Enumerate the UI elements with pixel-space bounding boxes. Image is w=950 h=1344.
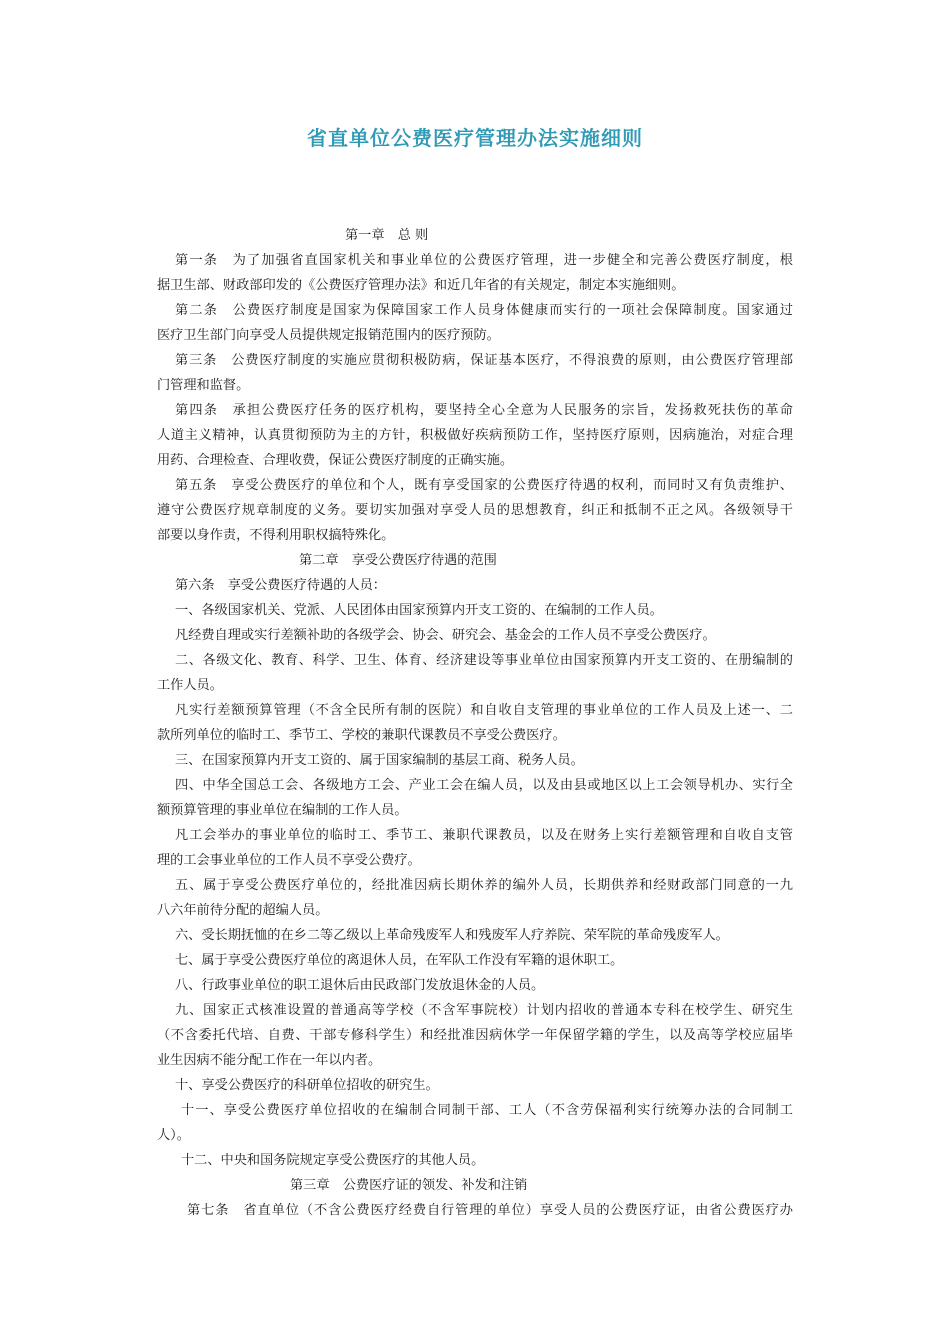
- text-line: 凡经费自理或实行差额补助的各级学会、协会、研究会、基金会的工作人员不享受公费医疗。: [175, 628, 716, 643]
- text-line: 第五条 享受公费医疗的单位和个人，既有享受国家的公费医疗待遇的权利，而同时又有负责维护、: [175, 478, 793, 493]
- text-line: 第二条 公费医疗制度是国家为保障国家工作人员身体健康而实行的一项社会保障制度。国家通过: [175, 303, 793, 318]
- text-line: 遵守公费医疗规章制度的义务。要切实加强对享受人员的思想教育，纠正和抵制不正之风。各级领导干: [157, 503, 793, 518]
- text-line: 凡工会举办的事业单位的临时工、季节工、兼职代课教员，以及在财务上实行差额管理和自收自支管: [175, 828, 793, 843]
- text-line: 部要以身作责，不得利用职权搞特殊化。: [157, 528, 395, 543]
- text-line: 十、享受公费医疗的科研单位招收的研究生。: [175, 1078, 439, 1093]
- text-line: 医疗卫生部门向享受人员提供规定报销范围内的医疗预防。: [157, 328, 500, 343]
- text-line: 凡实行差额预算管理（不含全民所有制的医院）和自收自支管理的事业单位的工作人员及上述一、二: [175, 703, 793, 718]
- text-line: 第三条 公费医疗制度的实施应贯彻积极防病，保证基本医疗，不得浪费的原则，由公费医疗管理部: [175, 353, 793, 368]
- text-line: 理的工会事业单位的工作人员不享受公费疗。: [157, 853, 421, 868]
- text-line: 门管理和监督。: [157, 378, 250, 393]
- text-line: 三、在国家预算内开支工资的、属于国家编制的基层工商、税务人员。: [175, 753, 584, 768]
- chapter-heading-3: 第三章 公费医疗证的领发、补发和注销: [290, 1178, 528, 1193]
- text-line: 第七条 省直单位（不含公费医疗经费自行管理的单位）享受人员的公费医疗证，由省公费医疗办: [187, 1203, 793, 1218]
- text-line: 六、受长期抚恤的在乡二等乙级以上革命残废军人和残废军人疗养院、荣军院的革命残废军人。: [175, 928, 729, 943]
- text-line: 九、国家正式核准设置的普通高等学校（不含军事院校）计划内招收的普通本专科在校学生、研究生: [175, 1003, 793, 1018]
- text-line: 第一条 为了加强省直国家机关和事业单位的公费医疗管理，进一步健全和完善公费医疗制度，根: [175, 253, 793, 268]
- text-line: 二、各级文化、教育、科学、卫生、体育、经济建设等事业单位由国家预算内开支工资的、在册编制的: [175, 653, 793, 668]
- text-line: 第四条 承担公费医疗任务的医疗机构，要坚持全心全意为人民服务的宗旨，发扬救死扶伤的革命: [175, 403, 793, 418]
- text-line: 十二、中央和国务院规定享受公费医疗的其他人员。: [181, 1153, 485, 1168]
- text-line: （不含委托代培、自费、干部专修科学生）和经批准因病休学一年保留学籍的学生，以及高等学校应届毕: [157, 1028, 793, 1043]
- text-line: 工作人员。: [157, 678, 223, 693]
- text-line: 人道主义精神，认真贯彻预防为主的方针，积极做好疾病预防工作，坚持医疗原则，因病施治，对症合理: [157, 428, 793, 443]
- text-line: 款所列单位的临时工、季节工、学校的兼职代课教员不享受公费医疗。: [157, 728, 566, 743]
- text-line: 额预算管理的事业单位在编制的工作人员。: [157, 803, 408, 818]
- chapter-heading-1: 第一章 总 则: [345, 228, 429, 243]
- text-line: 据卫生部、财政部印发的《公费医疗管理办法》和近几年省的有关规定，制定本实施细则。: [157, 278, 685, 293]
- text-line: 用药、合理检查、合理收费，保证公费医疗制度的正确实施。: [157, 453, 514, 468]
- chapter-heading-2: 第二章 享受公费医疗待遇的范围: [299, 553, 497, 568]
- text-line: 四、中华全国总工会、各级地方工会、产业工会在编人员，以及由县或地区以上工会领导机办、实行全: [175, 778, 793, 793]
- document-title: 省直单位公费医疗管理办法实施细则: [307, 126, 643, 150]
- text-line: 人）。: [157, 1128, 190, 1143]
- text-line: 八、行政事业单位的职工退休后由民政部门发放退休金的人员。: [175, 978, 545, 993]
- text-line: 业生因病不能分配工作在一年以内者。: [157, 1053, 382, 1068]
- text-line: 第六条 享受公费医疗待遇的人员：: [175, 578, 386, 593]
- text-line: 一、各级国家机关、党派、人民团体由国家预算内开支工资的、在编制的工作人员。: [175, 603, 663, 618]
- document-body: [157, 223, 793, 1223]
- text-line: 十一、享受公费医疗单位招收的在编制合同制干部、工人（不含劳保福利实行统筹办法的合同制工: [181, 1103, 793, 1118]
- text-line: 八六年前待分配的超编人员。: [157, 903, 329, 918]
- text-line: 七、属于享受公费医疗单位的离退休人员，在军队工作没有军籍的退休职工。: [175, 953, 624, 968]
- text-line: 五、属于享受公费医疗单位的，经批准因病长期休养的编外人员，长期供养和经财政部门同意的一九: [175, 878, 793, 893]
